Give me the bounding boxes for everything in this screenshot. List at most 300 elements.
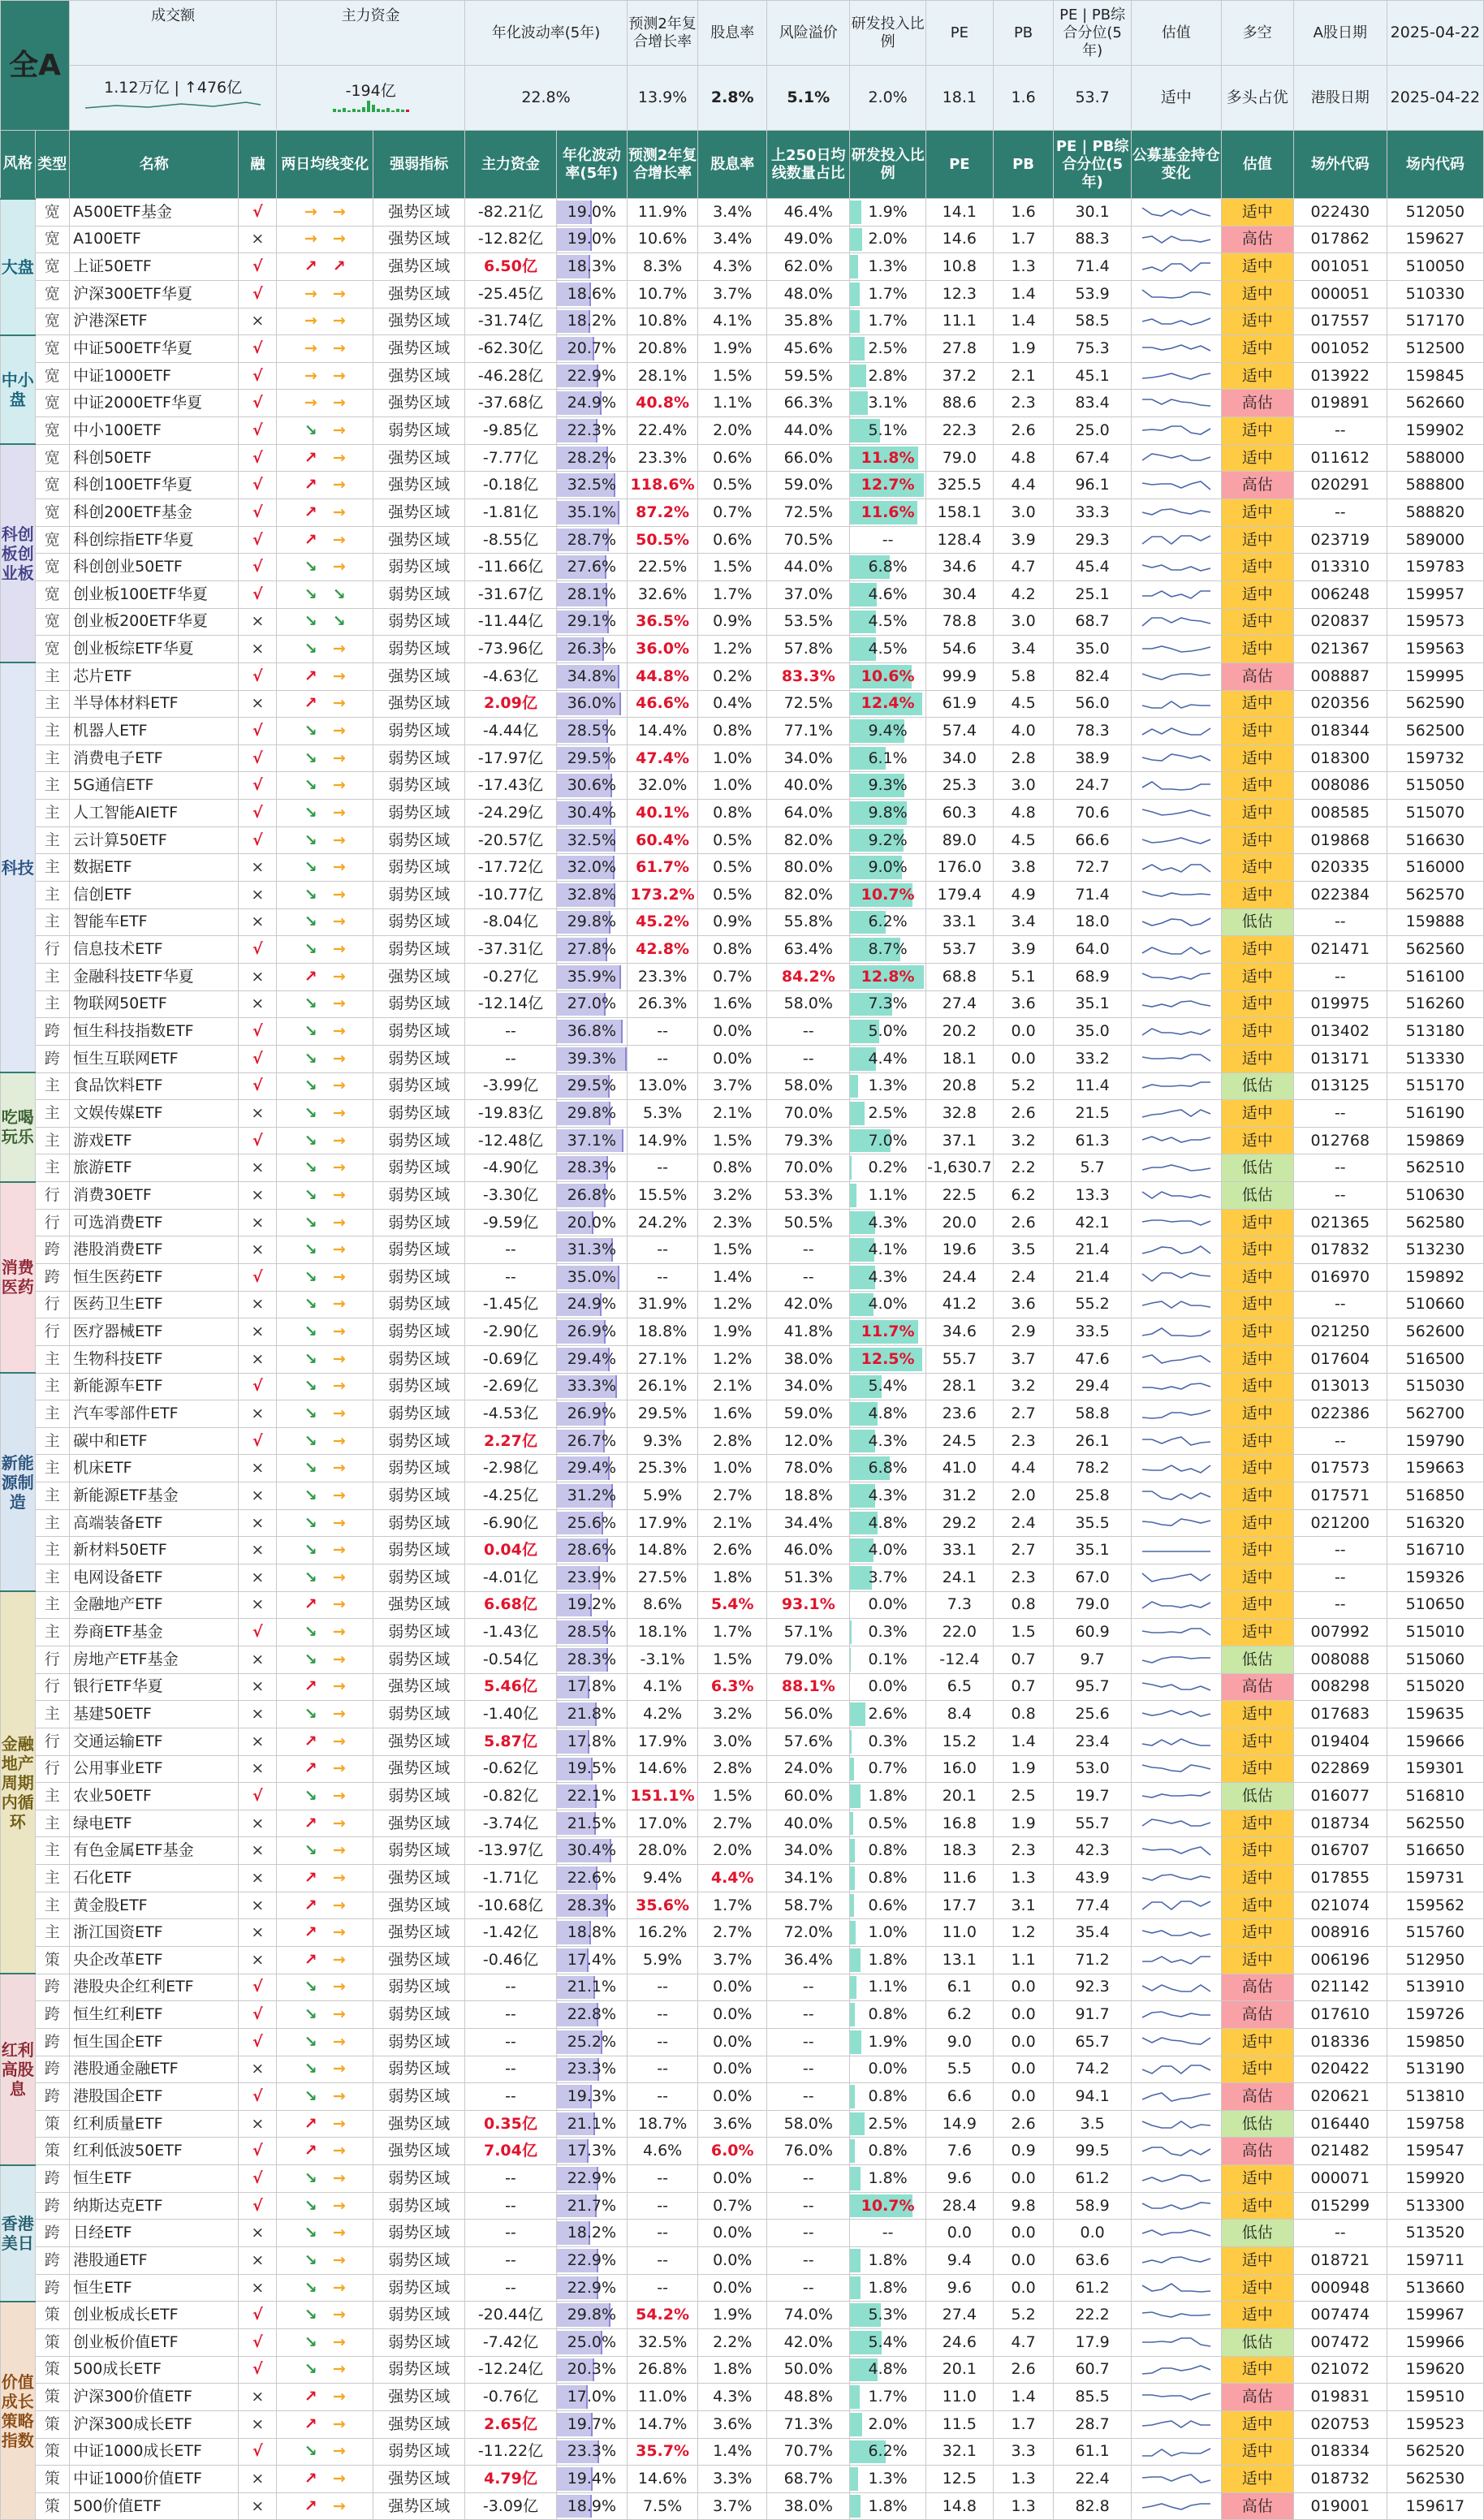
onsite-code[interactable]: 516710 — [1387, 1537, 1483, 1564]
table-row[interactable] — [1, 2247, 1484, 2275]
onsite-code[interactable]: 516320 — [1387, 1509, 1483, 1537]
col-div[interactable]: 股息率 — [698, 131, 767, 199]
offsite-code[interactable]: 000051 — [1293, 280, 1387, 308]
offsite-code[interactable]: 016707 — [1293, 1837, 1387, 1865]
table-row[interactable] — [1, 1810, 1484, 1837]
table-row[interactable] — [1, 2438, 1484, 2466]
table-row[interactable] — [1, 2220, 1484, 2247]
offsite-code[interactable]: 019001 — [1293, 2492, 1387, 2520]
col-pct[interactable]: PE | PB综合分位(5年) — [1054, 131, 1132, 199]
onsite-code[interactable]: 562530 — [1387, 2466, 1483, 2493]
table-row[interactable] — [1, 908, 1484, 936]
col-valuation[interactable]: 估值 — [1221, 131, 1293, 199]
table-row[interactable] — [1, 444, 1484, 472]
offsite-code[interactable]: 021200 — [1293, 1509, 1387, 1537]
fund-name[interactable]: 碳中和ETF — [70, 1427, 239, 1455]
table-row[interactable] — [1, 1072, 1484, 1100]
table-row[interactable] — [1, 662, 1484, 690]
onsite-code[interactable]: 159869 — [1387, 1127, 1483, 1154]
onsite-code[interactable]: 159966 — [1387, 2328, 1483, 2356]
onsite-code[interactable]: 159563 — [1387, 636, 1483, 663]
fund-name[interactable]: 旅游ETF — [70, 1154, 239, 1182]
offsite-code[interactable]: 018300 — [1293, 744, 1387, 772]
table-row[interactable] — [1, 554, 1484, 581]
onsite-code[interactable]: 512050 — [1387, 199, 1483, 227]
fund-name[interactable]: 金融科技ETF华夏 — [70, 963, 239, 990]
onsite-code[interactable]: 515170 — [1387, 1072, 1483, 1100]
onsite-code[interactable]: 159711 — [1387, 2247, 1483, 2275]
table-row[interactable] — [1, 1291, 1484, 1318]
table-row[interactable] — [1, 1045, 1484, 1072]
onsite-code[interactable]: 159326 — [1387, 1564, 1483, 1592]
table-row[interactable] — [1, 1974, 1484, 2001]
offsite-code[interactable]: 011612 — [1293, 444, 1387, 472]
fund-name[interactable]: 科创综指ETF华夏 — [70, 526, 239, 554]
fund-name[interactable]: 纳斯达克ETF — [70, 2192, 239, 2220]
offsite-code[interactable]: -- — [1293, 1564, 1387, 1592]
offsite-code[interactable]: 022386 — [1293, 1400, 1387, 1428]
table-row[interactable] — [1, 1837, 1484, 1865]
table-row[interactable] — [1, 1482, 1484, 1510]
offsite-code[interactable]: 020291 — [1293, 472, 1387, 499]
table-row[interactable] — [1, 2001, 1484, 2029]
onsite-code[interactable]: 517170 — [1387, 308, 1483, 335]
table-row[interactable] — [1, 1947, 1484, 1974]
offsite-code[interactable]: 017855 — [1293, 1865, 1387, 1892]
col-style[interactable]: 风格 — [1, 131, 36, 199]
onsite-code[interactable]: 510660 — [1387, 1291, 1483, 1318]
onsite-code[interactable]: 159663 — [1387, 1455, 1483, 1482]
onsite-code[interactable]: 516500 — [1387, 1345, 1483, 1373]
table-row[interactable] — [1, 963, 1484, 990]
col-growth[interactable]: 预测2年复合增长率 — [627, 131, 697, 199]
offsite-code[interactable]: -- — [1293, 499, 1387, 527]
offsite-code[interactable]: 008887 — [1293, 662, 1387, 690]
table-row[interactable] — [1, 199, 1484, 227]
onsite-code[interactable]: 159967 — [1387, 2302, 1483, 2329]
offsite-code[interactable]: 020753 — [1293, 2410, 1387, 2438]
offsite-code[interactable]: 017573 — [1293, 1455, 1387, 1482]
table-row[interactable] — [1, 1263, 1484, 1291]
fund-name[interactable]: 消费30ETF — [70, 1182, 239, 1210]
onsite-code[interactable]: 589000 — [1387, 526, 1483, 554]
col-pe[interactable]: PE — [925, 131, 993, 199]
table-row[interactable] — [1, 826, 1484, 854]
offsite-code[interactable]: 017571 — [1293, 1482, 1387, 1510]
onsite-code[interactable]: 515030 — [1387, 1373, 1483, 1400]
table-row[interactable] — [1, 718, 1484, 745]
fund-name[interactable]: 创业板成长ETF — [70, 2302, 239, 2329]
onsite-code[interactable]: 510630 — [1387, 1182, 1483, 1210]
offsite-code[interactable]: 016440 — [1293, 2110, 1387, 2138]
col-mainfund[interactable]: 主力资金 — [465, 131, 557, 199]
fund-name[interactable]: 券商ETF基金 — [70, 1619, 239, 1646]
offsite-code[interactable]: 017832 — [1293, 1236, 1387, 1264]
offsite-code[interactable]: 022869 — [1293, 1755, 1387, 1783]
fund-name[interactable]: 恒生国企ETF — [70, 2028, 239, 2056]
col-type[interactable]: 类型 — [35, 131, 70, 199]
onsite-code[interactable]: 588820 — [1387, 499, 1483, 527]
fund-name[interactable]: 新能源ETF基金 — [70, 1482, 239, 1510]
onsite-code[interactable]: 159731 — [1387, 1865, 1483, 1892]
table-row[interactable] — [1, 882, 1484, 909]
fund-name[interactable]: 机器人ETF — [70, 718, 239, 745]
fund-name[interactable]: 食品饮料ETF — [70, 1072, 239, 1100]
fund-name[interactable]: 中证2000ETF华夏 — [70, 390, 239, 417]
offsite-code[interactable]: 008585 — [1293, 800, 1387, 827]
offsite-code[interactable]: 006196 — [1293, 1947, 1387, 1974]
table-row[interactable] — [1, 1646, 1484, 1673]
onsite-code[interactable]: 159758 — [1387, 2110, 1483, 2138]
onsite-code[interactable]: 516260 — [1387, 990, 1483, 1018]
table-row[interactable] — [1, 608, 1484, 636]
fund-name[interactable]: 创业板综ETF华夏 — [70, 636, 239, 663]
fund-name[interactable]: 恒生互联网ETF — [70, 1045, 239, 1072]
onsite-code[interactable]: 515060 — [1387, 1646, 1483, 1673]
col-rd[interactable]: 研发投入比例 — [850, 131, 926, 199]
fund-name[interactable]: 港股通金融ETF — [70, 2056, 239, 2083]
offsite-code[interactable]: 008916 — [1293, 1919, 1387, 1947]
onsite-code[interactable]: 562520 — [1387, 2438, 1483, 2466]
table-row[interactable] — [1, 2274, 1484, 2302]
offsite-code[interactable]: -- — [1293, 2220, 1387, 2247]
table-row[interactable] — [1, 2165, 1484, 2193]
onsite-code[interactable]: 588800 — [1387, 472, 1483, 499]
fund-name[interactable]: 物联网50ETF — [70, 990, 239, 1018]
fund-name[interactable]: 石化ETF — [70, 1865, 239, 1892]
fund-name[interactable]: 交通运输ETF — [70, 1728, 239, 1755]
fund-name[interactable]: 数据ETF — [70, 854, 239, 882]
onsite-code[interactable]: 510330 — [1387, 280, 1483, 308]
onsite-code[interactable]: 513910 — [1387, 1974, 1483, 2001]
table-row[interactable] — [1, 1919, 1484, 1947]
offsite-code[interactable]: 018344 — [1293, 718, 1387, 745]
onsite-code[interactable]: 562600 — [1387, 1318, 1483, 1346]
offsite-code[interactable]: 017604 — [1293, 1345, 1387, 1373]
col-pb[interactable]: PB — [993, 131, 1053, 199]
offsite-code[interactable]: 013922 — [1293, 362, 1387, 390]
offsite-code[interactable]: -- — [1293, 1291, 1387, 1318]
onsite-code[interactable]: 562590 — [1387, 690, 1483, 718]
offsite-code[interactable]: 021471 — [1293, 936, 1387, 964]
onsite-code[interactable]: 159783 — [1387, 554, 1483, 581]
fund-name[interactable]: 新能源车ETF — [70, 1373, 239, 1400]
fund-name[interactable]: A100ETF — [70, 226, 239, 253]
table-row[interactable] — [1, 2056, 1484, 2083]
col-offcode[interactable]: 场外代码 — [1293, 131, 1387, 199]
offsite-code[interactable]: 013310 — [1293, 554, 1387, 581]
fund-name[interactable]: 创业板200ETF华夏 — [70, 608, 239, 636]
offsite-code[interactable]: 019831 — [1293, 2384, 1387, 2411]
offsite-code[interactable]: 007474 — [1293, 2302, 1387, 2329]
fund-name[interactable]: 银行ETF华夏 — [70, 1673, 239, 1701]
table-row[interactable] — [1, 2410, 1484, 2438]
table-row[interactable] — [1, 1755, 1484, 1783]
offsite-code[interactable]: 017683 — [1293, 1701, 1387, 1728]
offsite-code[interactable]: 021142 — [1293, 1974, 1387, 2001]
fund-name[interactable]: 恒生ETF — [70, 2274, 239, 2302]
fund-name[interactable]: 医疗器械ETF — [70, 1318, 239, 1346]
offsite-code[interactable]: 007992 — [1293, 1619, 1387, 1646]
col-oncode[interactable]: 场内代码 — [1387, 131, 1483, 199]
offsite-code[interactable]: 018721 — [1293, 2247, 1387, 2275]
onsite-code[interactable]: 159301 — [1387, 1755, 1483, 1783]
table-row[interactable] — [1, 690, 1484, 718]
onsite-code[interactable]: 516650 — [1387, 1837, 1483, 1865]
fund-name[interactable]: 电网设备ETF — [70, 1564, 239, 1592]
fund-name[interactable]: 沪深300价值ETF — [70, 2384, 239, 2411]
offsite-code[interactable]: 021482 — [1293, 2138, 1387, 2165]
offsite-code[interactable]: 007472 — [1293, 2328, 1387, 2356]
offsite-code[interactable]: 017557 — [1293, 308, 1387, 335]
col-strength[interactable]: 强弱指标 — [373, 131, 465, 199]
onsite-code[interactable]: 159995 — [1387, 662, 1483, 690]
onsite-code[interactable]: 516630 — [1387, 826, 1483, 854]
offsite-code[interactable]: 021367 — [1293, 636, 1387, 663]
fund-name[interactable]: 游戏ETF — [70, 1127, 239, 1154]
onsite-code[interactable]: 159666 — [1387, 1728, 1483, 1755]
table-row[interactable] — [1, 280, 1484, 308]
table-row[interactable] — [1, 990, 1484, 1018]
onsite-code[interactable]: 159617 — [1387, 2492, 1483, 2520]
offsite-code[interactable]: -- — [1293, 1182, 1387, 1210]
table-row[interactable] — [1, 1783, 1484, 1810]
fund-name[interactable]: 港股消费ETF — [70, 1236, 239, 1264]
table-row[interactable] — [1, 1537, 1484, 1564]
fund-name[interactable]: 中证1000价值ETF — [70, 2466, 239, 2493]
table-row[interactable] — [1, 1209, 1484, 1236]
table-row[interactable] — [1, 253, 1484, 281]
offsite-code[interactable]: 019975 — [1293, 990, 1387, 1018]
offsite-code[interactable]: -- — [1293, 1427, 1387, 1455]
table-row[interactable] — [1, 2466, 1484, 2493]
offsite-code[interactable]: 021250 — [1293, 1318, 1387, 1346]
fund-name[interactable]: 医药卫生ETF — [70, 1291, 239, 1318]
offsite-code[interactable]: 021365 — [1293, 1209, 1387, 1236]
fund-name[interactable]: 港股国企ETF — [70, 2083, 239, 2111]
fund-name[interactable]: 港股央企红利ETF — [70, 1974, 239, 2001]
table-row[interactable] — [1, 417, 1484, 445]
fund-name[interactable]: 恒生红利ETF — [70, 2001, 239, 2029]
fund-name[interactable]: 公用事业ETF — [70, 1755, 239, 1783]
offsite-code[interactable]: 008298 — [1293, 1673, 1387, 1701]
table-row[interactable] — [1, 2328, 1484, 2356]
onsite-code[interactable]: 159547 — [1387, 2138, 1483, 2165]
table-row[interactable] — [1, 1182, 1484, 1210]
table-row[interactable] — [1, 226, 1484, 253]
table-row[interactable] — [1, 1236, 1484, 1264]
fund-name[interactable]: 中证1000成长ETF — [70, 2438, 239, 2466]
onsite-code[interactable]: 515050 — [1387, 772, 1483, 800]
offsite-code[interactable]: 000948 — [1293, 2274, 1387, 2302]
offsite-code[interactable]: 023719 — [1293, 526, 1387, 554]
table-row[interactable] — [1, 1865, 1484, 1892]
onsite-code[interactable]: 588000 — [1387, 444, 1483, 472]
onsite-code[interactable]: 510050 — [1387, 253, 1483, 281]
onsite-code[interactable]: 516100 — [1387, 963, 1483, 990]
table-row[interactable] — [1, 1373, 1484, 1400]
onsite-code[interactable]: 513520 — [1387, 2220, 1483, 2247]
onsite-code[interactable]: 159892 — [1387, 1263, 1483, 1291]
col-ma[interactable]: 两日均线变化 — [277, 131, 373, 199]
offsite-code[interactable]: 008088 — [1293, 1646, 1387, 1673]
fund-name[interactable]: 浙江国资ETF — [70, 1919, 239, 1947]
offsite-code[interactable]: 001052 — [1293, 335, 1387, 363]
fund-name[interactable]: 房地产ETF基金 — [70, 1646, 239, 1673]
table-row[interactable] — [1, 2083, 1484, 2111]
fund-name[interactable]: 科创100ETF华夏 — [70, 472, 239, 499]
onsite-code[interactable]: 515070 — [1387, 800, 1483, 827]
offsite-code[interactable]: 000071 — [1293, 2165, 1387, 2193]
col-name[interactable]: 名称 — [70, 131, 239, 199]
table-row[interactable] — [1, 308, 1484, 335]
fund-name[interactable]: 港股通ETF — [70, 2247, 239, 2275]
table-row[interactable] — [1, 526, 1484, 554]
onsite-code[interactable]: 513300 — [1387, 2192, 1483, 2220]
table-row[interactable] — [1, 2302, 1484, 2329]
col-margin[interactable]: 融 — [239, 131, 277, 199]
fund-name[interactable]: 基建50ETF — [70, 1701, 239, 1728]
offsite-code[interactable]: 012768 — [1293, 1127, 1387, 1154]
onsite-code[interactable]: 516000 — [1387, 854, 1483, 882]
onsite-code[interactable]: 516190 — [1387, 1100, 1483, 1128]
onsite-code[interactable]: 159523 — [1387, 2410, 1483, 2438]
table-row[interactable] — [1, 499, 1484, 527]
table-row[interactable] — [1, 744, 1484, 772]
onsite-code[interactable]: 562510 — [1387, 1154, 1483, 1182]
offsite-code[interactable]: 022384 — [1293, 882, 1387, 909]
onsite-code[interactable]: 159845 — [1387, 362, 1483, 390]
offsite-code[interactable]: 018734 — [1293, 1810, 1387, 1837]
onsite-code[interactable]: 159573 — [1387, 608, 1483, 636]
onsite-code[interactable]: 159850 — [1387, 2028, 1483, 2056]
fund-name[interactable]: 云计算50ETF — [70, 826, 239, 854]
onsite-code[interactable]: 513180 — [1387, 1018, 1483, 1046]
fund-name[interactable]: 日经ETF — [70, 2220, 239, 2247]
onsite-code[interactable]: 159726 — [1387, 2001, 1483, 2029]
fund-name[interactable]: 可选消费ETF — [70, 1209, 239, 1236]
fund-name[interactable]: 500价值ETF — [70, 2492, 239, 2520]
onsite-code[interactable]: 159627 — [1387, 226, 1483, 253]
offsite-code[interactable]: 018334 — [1293, 2438, 1387, 2466]
offsite-code[interactable]: 013171 — [1293, 1045, 1387, 1072]
table-row[interactable] — [1, 1318, 1484, 1346]
onsite-code[interactable]: 159957 — [1387, 580, 1483, 608]
fund-name[interactable]: 科创50ETF — [70, 444, 239, 472]
table-row[interactable] — [1, 1701, 1484, 1728]
fund-name[interactable]: 芯片ETF — [70, 662, 239, 690]
table-row[interactable] — [1, 1427, 1484, 1455]
fund-name[interactable]: 高端装备ETF — [70, 1509, 239, 1537]
table-row[interactable] — [1, 335, 1484, 363]
fund-name[interactable]: 红利质量ETF — [70, 2110, 239, 2138]
fund-name[interactable]: 半导体材料ETF — [70, 690, 239, 718]
offsite-code[interactable]: 019891 — [1293, 390, 1387, 417]
onsite-code[interactable]: 562700 — [1387, 1400, 1483, 1428]
col-ma250[interactable]: 上250日均线数量占比 — [767, 131, 850, 199]
onsite-code[interactable]: 159902 — [1387, 417, 1483, 445]
table-row[interactable] — [1, 1455, 1484, 1482]
onsite-code[interactable]: 159790 — [1387, 1427, 1483, 1455]
table-row[interactable] — [1, 636, 1484, 663]
table-row[interactable] — [1, 2384, 1484, 2411]
offsite-code[interactable]: 017610 — [1293, 2001, 1387, 2029]
table-row[interactable] — [1, 1673, 1484, 1701]
fund-name[interactable]: 恒生医药ETF — [70, 1263, 239, 1291]
table-row[interactable] — [1, 854, 1484, 882]
offsite-code[interactable]: 001051 — [1293, 253, 1387, 281]
offsite-code[interactable]: -- — [1293, 1100, 1387, 1128]
offsite-code[interactable]: -- — [1293, 1154, 1387, 1182]
fund-name[interactable]: 人工智能AIETF — [70, 800, 239, 827]
onsite-code[interactable]: 159562 — [1387, 1892, 1483, 1919]
fund-name[interactable]: 500成长ETF — [70, 2356, 239, 2384]
onsite-code[interactable]: 562550 — [1387, 1810, 1483, 1837]
offsite-code[interactable]: -- — [1293, 417, 1387, 445]
onsite-code[interactable]: 159888 — [1387, 908, 1483, 936]
fund-name[interactable]: 中证1000ETF — [70, 362, 239, 390]
onsite-code[interactable]: 562660 — [1387, 390, 1483, 417]
onsite-code[interactable]: 512950 — [1387, 1947, 1483, 1974]
table-row[interactable] — [1, 472, 1484, 499]
table-row[interactable] — [1, 1127, 1484, 1154]
offsite-code[interactable]: 019404 — [1293, 1728, 1387, 1755]
offsite-code[interactable]: 020356 — [1293, 690, 1387, 718]
table-row[interactable] — [1, 1018, 1484, 1046]
fund-name[interactable]: 绿电ETF — [70, 1810, 239, 1837]
offsite-code[interactable]: 016077 — [1293, 1783, 1387, 1810]
table-row[interactable] — [1, 1591, 1484, 1619]
offsite-code[interactable]: 013013 — [1293, 1373, 1387, 1400]
offsite-code[interactable]: 013125 — [1293, 1072, 1387, 1100]
onsite-code[interactable]: 562580 — [1387, 1209, 1483, 1236]
table-row[interactable] — [1, 580, 1484, 608]
table-row[interactable] — [1, 1345, 1484, 1373]
onsite-code[interactable]: 515020 — [1387, 1673, 1483, 1701]
offsite-code[interactable]: 020837 — [1293, 608, 1387, 636]
fund-name[interactable]: 新材料50ETF — [70, 1537, 239, 1564]
onsite-code[interactable]: 562560 — [1387, 936, 1483, 964]
fund-name[interactable]: 信息技术ETF — [70, 936, 239, 964]
onsite-code[interactable]: 562500 — [1387, 718, 1483, 745]
offsite-code[interactable]: -- — [1293, 1537, 1387, 1564]
fund-name[interactable]: 红利低波50ETF — [70, 2138, 239, 2165]
onsite-code[interactable]: 159620 — [1387, 2356, 1483, 2384]
table-row[interactable] — [1, 772, 1484, 800]
offsite-code[interactable]: 018336 — [1293, 2028, 1387, 2056]
offsite-code[interactable]: 015299 — [1293, 2192, 1387, 2220]
offsite-code[interactable]: 019868 — [1293, 826, 1387, 854]
table-row[interactable] — [1, 1892, 1484, 1919]
fund-name[interactable]: 上证50ETF — [70, 253, 239, 281]
table-row[interactable] — [1, 2110, 1484, 2138]
fund-name[interactable]: 消费电子ETF — [70, 744, 239, 772]
fund-name[interactable]: 生物科技ETF — [70, 1345, 239, 1373]
fund-name[interactable]: 农业50ETF — [70, 1783, 239, 1810]
onsite-code[interactable]: 562570 — [1387, 882, 1483, 909]
table-row[interactable] — [1, 1154, 1484, 1182]
fund-name[interactable]: A500ETF基金 — [70, 199, 239, 227]
onsite-code[interactable]: 159920 — [1387, 2165, 1483, 2193]
onsite-code[interactable]: 513810 — [1387, 2083, 1483, 2111]
onsite-code[interactable]: 515010 — [1387, 1619, 1483, 1646]
onsite-code[interactable]: 513190 — [1387, 2056, 1483, 2083]
table-row[interactable] — [1, 1509, 1484, 1537]
offsite-code[interactable]: 017862 — [1293, 226, 1387, 253]
table-row[interactable] — [1, 1728, 1484, 1755]
table-row[interactable] — [1, 2138, 1484, 2165]
onsite-code[interactable]: 159732 — [1387, 744, 1483, 772]
